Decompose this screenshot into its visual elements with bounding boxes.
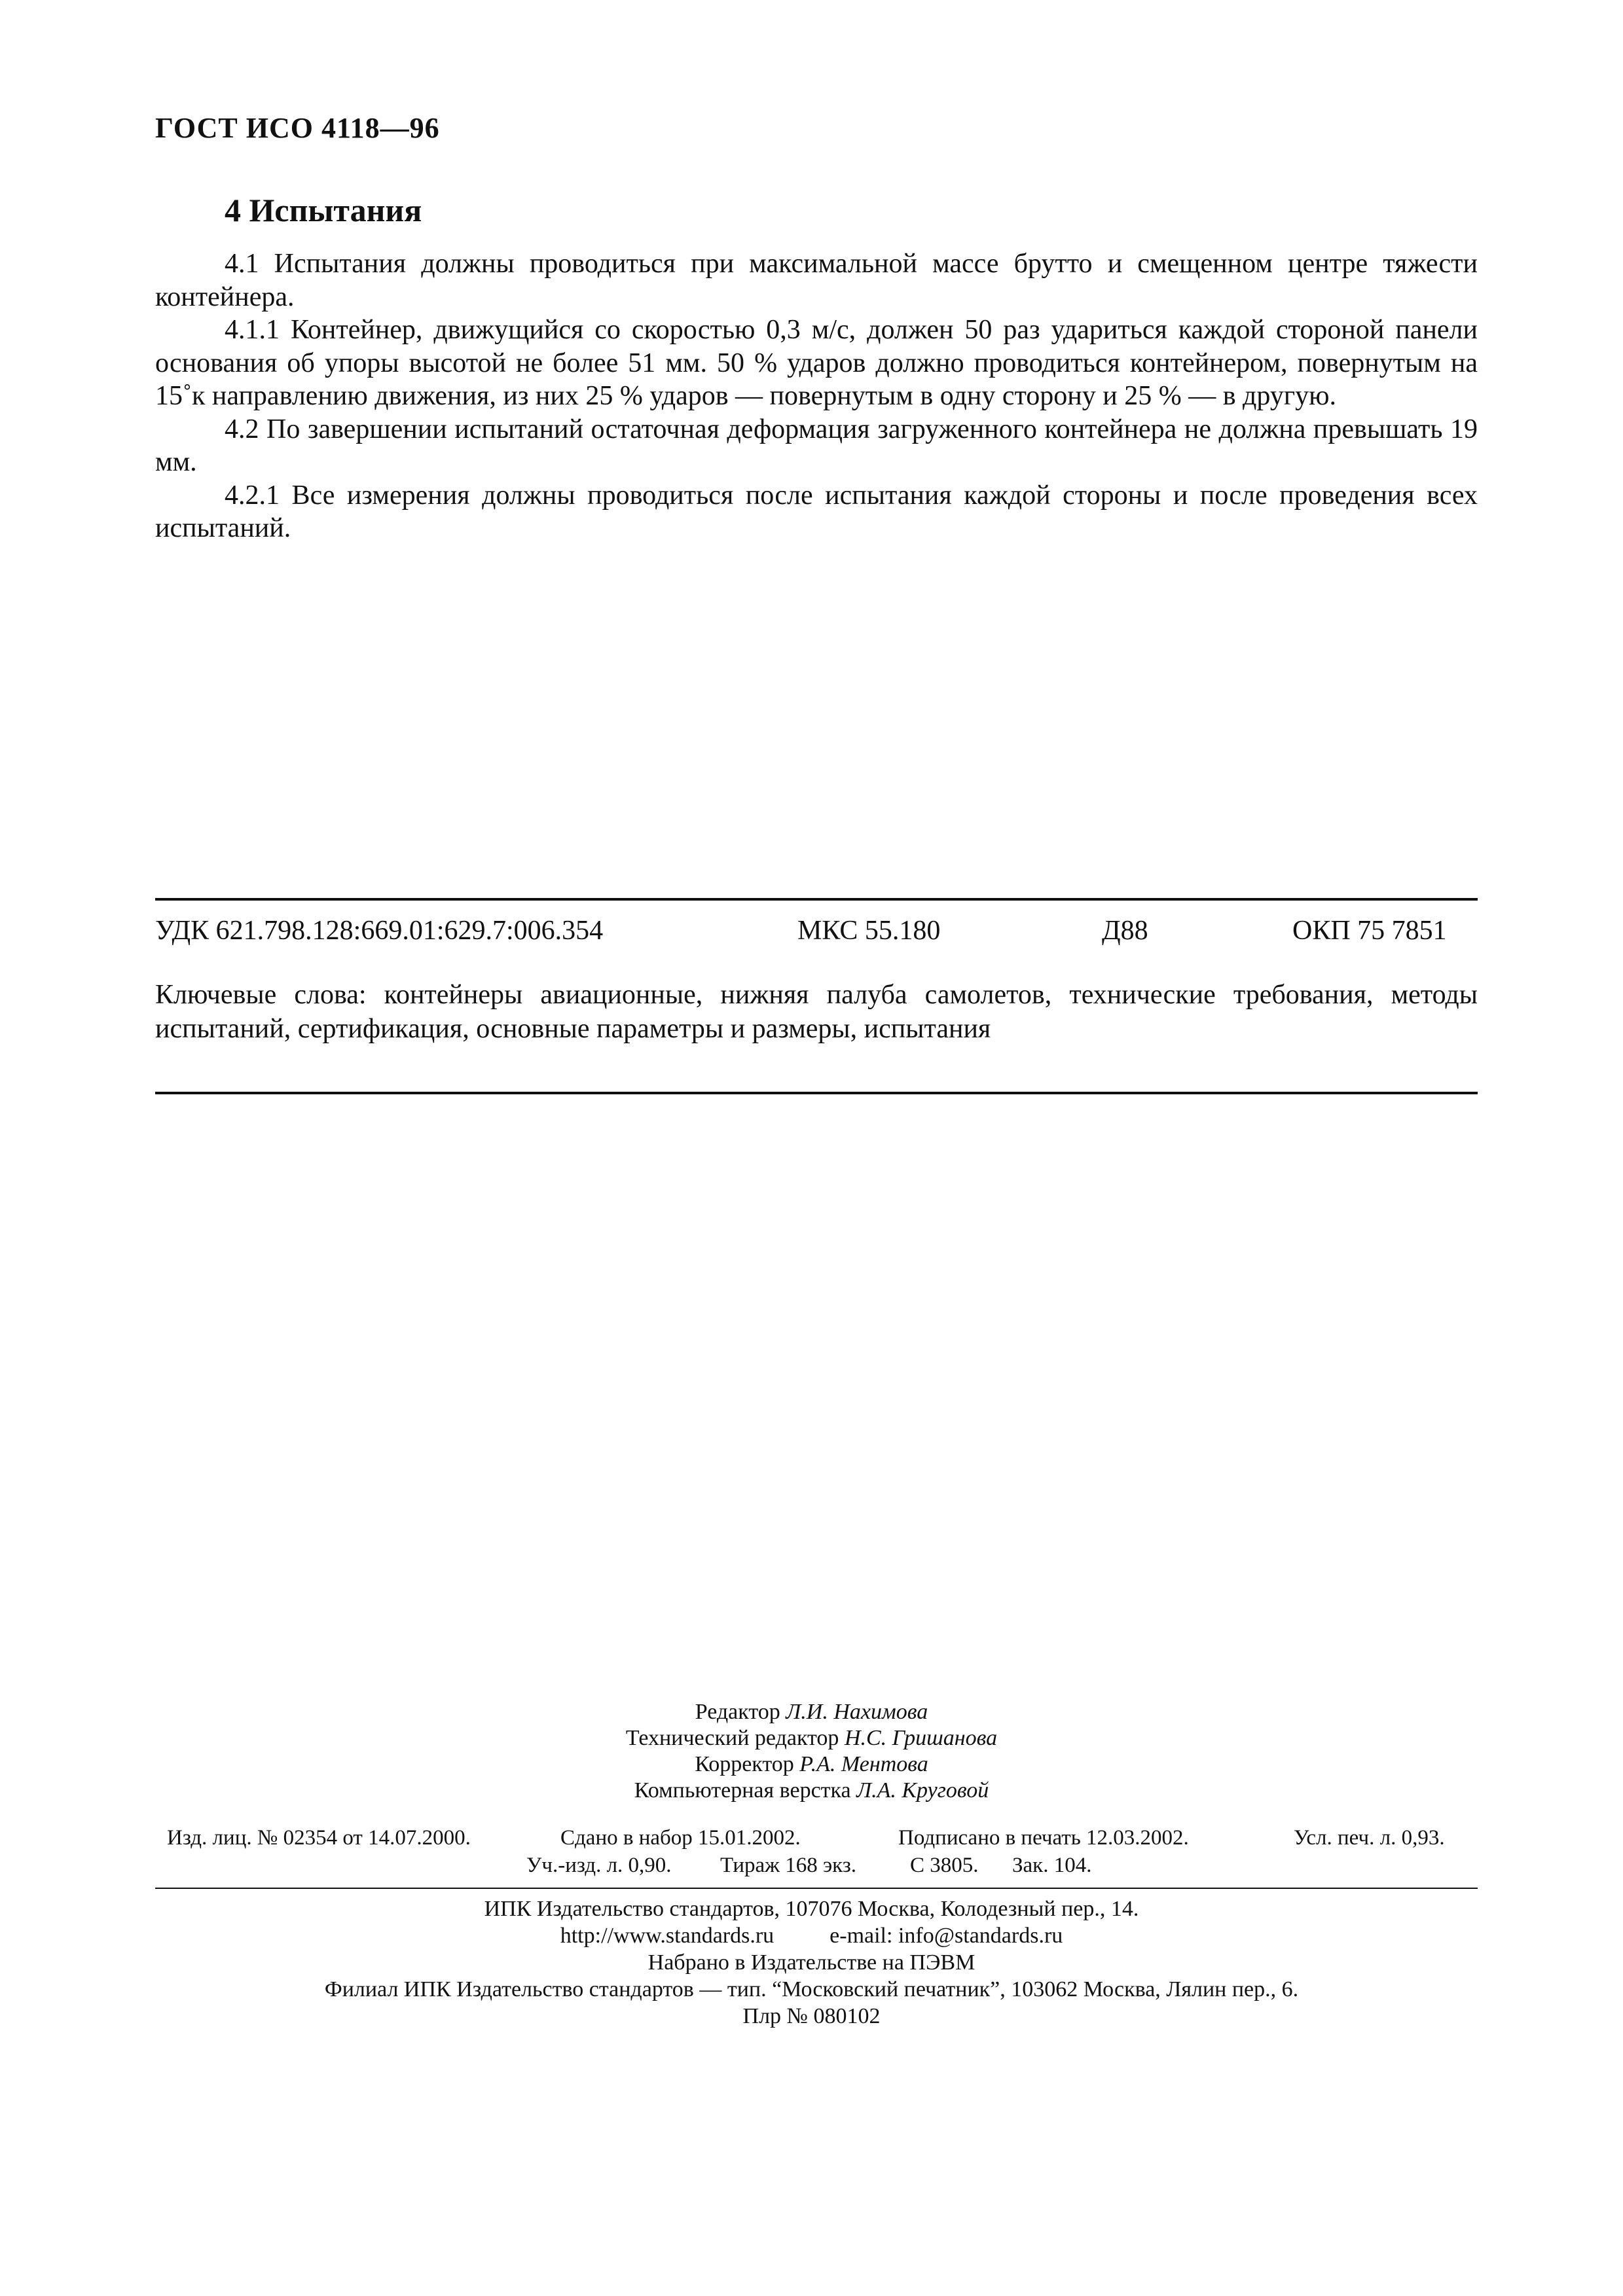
credit-layout: Компьютерная верстка Л.А. Круговой — [634, 1778, 989, 1803]
circulation: Тираж 168 экз. — [720, 1854, 856, 1877]
submitted-date: Сдано в набор 15.01.2002. — [560, 1826, 801, 1850]
corrector-name: Р.А. Ментова — [799, 1752, 928, 1776]
credit-editor: Редактор Л.И. Нахимова — [695, 1700, 928, 1724]
credit-tech-editor: Технический редактор Н.С. Гришанова — [625, 1726, 998, 1750]
document-header: ГОСТ ИСО 4118—96 — [155, 112, 440, 144]
bottom-divider — [155, 1092, 1478, 1094]
tech-editor-name: Н.С. Гришанова — [844, 1726, 998, 1750]
c-number: С 3805. — [910, 1854, 979, 1877]
typeset-note: Набрано в Издательстве на ПЭВМ — [647, 1950, 976, 1975]
license: Изд. лиц. № 02354 от 14.07.2000. — [167, 1826, 471, 1850]
signed-date: Подписано в печать 12.03.2002. — [898, 1826, 1189, 1850]
mks-code: МКС 55.180 — [797, 916, 941, 946]
plr-number: Плр № 080102 — [742, 2004, 881, 2028]
credits-block — [0, 1699, 1623, 1804]
contact-line — [0, 1922, 1623, 1949]
pub-sheets: Уч.-изд. л. 0,90. — [526, 1854, 672, 1877]
website-link[interactable]: http://www.standards.ru — [560, 1924, 775, 1948]
udk-code: УДК 621.798.128:669.01:629.7:006.354 — [155, 916, 604, 946]
branch-address: Филиал ИПК Издательство стандартов — тип. “Московский печатник”, 103062 Москва, Лялин пер., 6. — [324, 1977, 1299, 2001]
section-body — [155, 247, 1478, 545]
paragraph-4-2: 4.2 По завершении испытаний остаточная деформация загруженного контейнера не должна превышать 19 мм. — [155, 414, 1478, 477]
imprint-divider — [155, 1888, 1478, 1889]
section-title: 4 Испытания — [225, 192, 422, 228]
paragraph-4-1: 4.1 Испытания должны проводиться при максимальной массе брутто и смещенном центре тяжести контейнера. — [155, 249, 1478, 312]
print-sheets: Усл. печ. л. 0,93. — [1294, 1826, 1445, 1850]
okp-code: ОКП 75 7851 — [1292, 916, 1447, 946]
order-number: Зак. 104. — [1012, 1854, 1092, 1877]
imprint-block — [0, 1895, 1623, 2030]
d-code: Д88 — [1102, 916, 1148, 946]
top-divider — [155, 898, 1478, 901]
layout-name: Л.А. Круговой — [856, 1778, 989, 1803]
paragraph-4-1-1: 4.1.1 Контейнер, движущийся со скоростью 0,3 м/с, должен 50 раз удариться каждой стороной панели основания об упоры высотой не более 51 мм. 50 % ударов должно проводиться контейнером, повернутым на 15˚к направлению движения, из них 25 % ударов — повернутым в одну сторону и 25 % — в другую. — [155, 315, 1478, 411]
publisher-address: ИПК Издательство стандартов, 107076 Москва, Колодезный пер., 14. — [484, 1897, 1139, 1921]
credit-corrector: Корректор Р.А. Ментова — [695, 1752, 928, 1776]
editor-name: Л.И. Нахимова — [786, 1700, 928, 1724]
paragraph-4-2-1: 4.2.1 Все измерения должны проводиться после испытания каждой стороны и после проведения всех испытаний. — [155, 480, 1478, 543]
keywords: Ключевые слова: контейнеры авиационные, нижняя палуба самолетов, технические требования, методы испытаний, сертификация, основные параметры и размеры, испытания — [155, 980, 1478, 1044]
email-link[interactable]: e-mail: info@standards.ru — [830, 1924, 1063, 1948]
